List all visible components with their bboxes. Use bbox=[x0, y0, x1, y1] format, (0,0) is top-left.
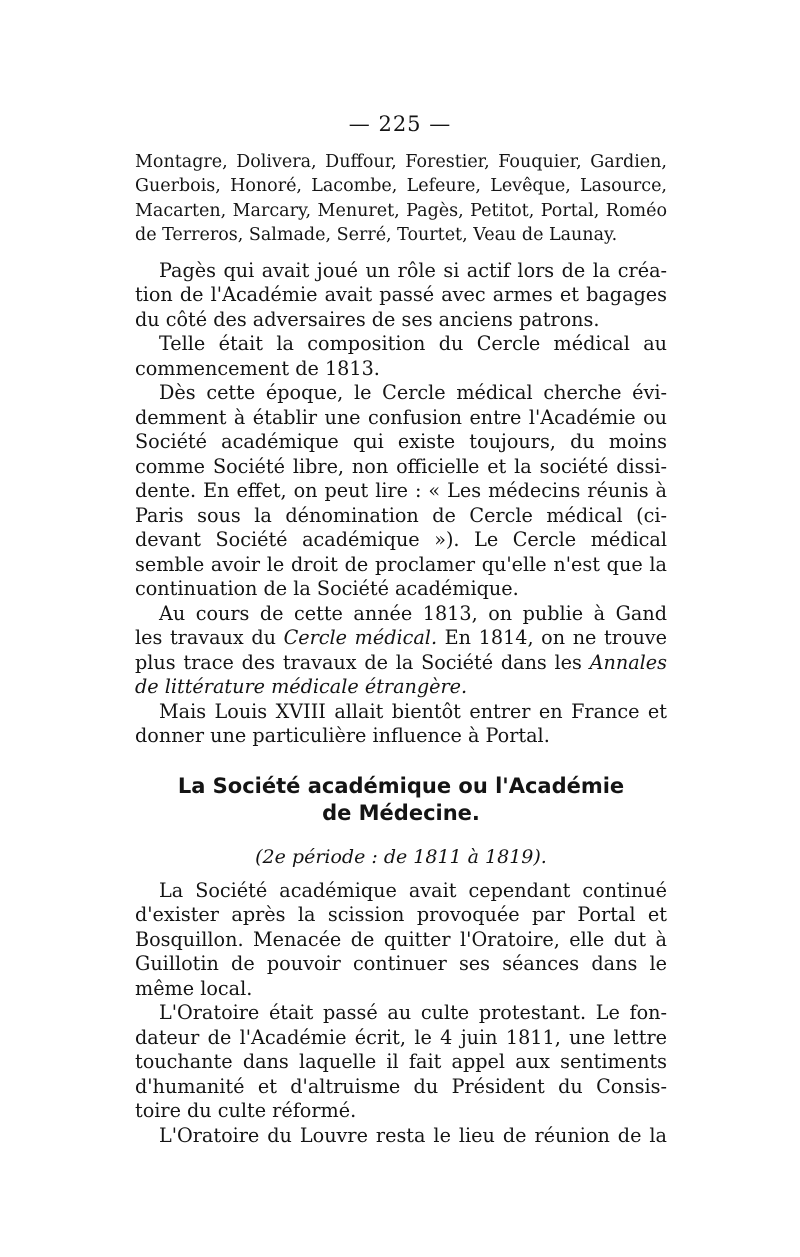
text-line: d'exister après la scission provoquée par Portal et bbox=[135, 903, 667, 927]
text-line: commencement de 1813. bbox=[135, 356, 380, 380]
text-line: donner une particulière influence à Portal. bbox=[135, 724, 550, 748]
text-line: Paris sous la dénomination de Cercle médical (ci- bbox=[135, 503, 667, 527]
paragraph-louis-xviii bbox=[135, 700, 667, 749]
paragraph-cercle-composition bbox=[135, 332, 667, 381]
text-line: L'Oratoire du Louvre resta le lieu de réunion de la bbox=[159, 1123, 667, 1147]
text-run: plus trace des travaux de la Société dans les bbox=[135, 650, 590, 674]
text-line: Au cours de cette année 1813, on publie à Gand bbox=[159, 601, 667, 625]
text-line: du côté des adversaires de ses anciens patrons. bbox=[135, 307, 600, 331]
heading-line: de Médecine. bbox=[322, 800, 480, 825]
journal-title-annales-cont: de littérature médicale étrangère. bbox=[135, 675, 468, 699]
journal-title-annales: Annales bbox=[589, 650, 667, 674]
section-heading bbox=[135, 773, 667, 827]
text-line: dente. En effet, on peut lire : « Les médecins réunis à bbox=[135, 479, 667, 503]
section-subheading: (2e période : de 1811 à 1819). bbox=[255, 845, 547, 868]
text-line: même local. bbox=[135, 976, 253, 1000]
text-line: continuation de la Société académique. bbox=[135, 577, 519, 601]
text-line: Macarten, Marcary, Menuret, Pagès, Petitot, Portal, Roméo bbox=[135, 200, 667, 221]
text-line: devant Société académique »). Le Cercle médical bbox=[135, 528, 667, 552]
text-line: d'humanité et d'altruisme du Président du Consis- bbox=[135, 1074, 667, 1098]
text-line: Société académique qui existe toujours, du moins bbox=[135, 430, 667, 454]
text-line: tion de l'Académie avait passé avec armes et bagages bbox=[135, 283, 667, 307]
page-body bbox=[135, 150, 667, 1148]
text-line: semble avoir le droit de proclamer qu'elle n'est que la bbox=[135, 552, 667, 576]
text-line: La Société académique avait cependant continué bbox=[159, 878, 667, 902]
paragraph-oratoire-louvre bbox=[135, 1124, 667, 1149]
paragraph-oratoire-protestant bbox=[135, 1001, 667, 1124]
text-line: L'Oratoire était passé au culte protestant. Le fon- bbox=[159, 1001, 667, 1025]
paragraph-pages-defection bbox=[135, 259, 667, 333]
text-line: Pagès qui avait joué un rôle si actif lors de la créa- bbox=[159, 258, 667, 282]
text-line: comme Société libre, non officielle et la société dissi- bbox=[135, 454, 667, 478]
text-run: En 1814, on ne trouve bbox=[437, 626, 667, 650]
text-line bbox=[135, 675, 667, 700]
text-line bbox=[135, 626, 667, 651]
text-line: Guillotin de pouvoir continuer ses séances dans le bbox=[135, 952, 667, 976]
text-line: Bosquillon. Menacée de quitter l'Oratoire, elle dut à bbox=[135, 927, 667, 951]
text-line bbox=[135, 651, 667, 676]
text-line: Mais Louis XVIII allait bientôt entrer en France et bbox=[159, 699, 667, 723]
text-line: Guerbois, Honoré, Lacombe, Lefeure, Levêque, Lasource, bbox=[135, 176, 667, 197]
paragraph-societe-continued bbox=[135, 879, 667, 1002]
text-line: demment à établir une confusion entre l'Académie ou bbox=[135, 405, 667, 429]
paragraph-gand-publication bbox=[135, 602, 667, 700]
text-line: dateur de l'Académie écrit, le 4 juin 1811, une lettre bbox=[135, 1025, 667, 1049]
text-line: touchante dans laquelle il fait appel aux sentiments bbox=[135, 1050, 667, 1074]
text-run: les travaux du bbox=[135, 626, 284, 650]
paragraph-confusion bbox=[135, 381, 667, 602]
text-line: Dès cette époque, le Cercle médical cherche évi- bbox=[159, 381, 667, 405]
text-line: Montagre, Dolivera, Duffour, Forestier, Fouquier, Gardien, bbox=[135, 152, 667, 172]
journal-title-cercle-medical: Cercle médical. bbox=[283, 626, 438, 650]
text-line: de Terreros, Salmade, Serré, Tourtet, Veau de Launay. bbox=[135, 225, 618, 246]
member-names-list bbox=[135, 150, 667, 248]
page-number: — 225 — bbox=[348, 112, 452, 136]
heading-line: La Société académique ou l'Académie bbox=[177, 773, 625, 798]
text-line: Telle était la composition du Cercle médical au bbox=[159, 332, 667, 356]
text-line: toire du culte réformé. bbox=[135, 1099, 357, 1123]
